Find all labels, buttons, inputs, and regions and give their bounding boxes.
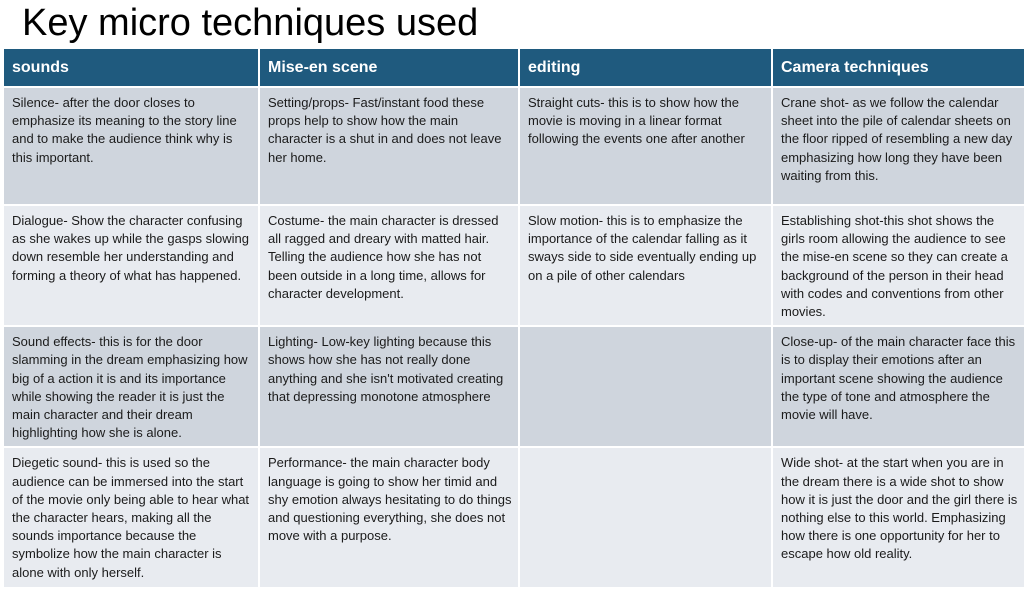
table-row: [3, 447, 1024, 588]
table-cell-camera: Crane shot- as we follow the calendar sheet into the pile of calendar sheets on the floor ripped of resembling a new day emphasizing how long they have been waiting from this.: [772, 87, 1024, 205]
header-editing: editing: [519, 48, 772, 87]
table-cell-camera: Establishing shot-this shot shows the girls room allowing the audience to see the mise-en scene so they can create a background of the person in their head with codes and conventions from other movies.: [772, 205, 1024, 326]
header-mise-en-scene: Mise-en scene: [259, 48, 519, 87]
micro-techniques-table: [2, 47, 1024, 589]
table-cell-sounds: Diegetic sound- this is used so the audience can be immersed into the start of the movie only being able to hear what the character hears, making all the sounds importance because the symbolize how the main character is alone with only herself.: [3, 447, 259, 588]
table-cell-editing: [519, 326, 772, 447]
table-cell-mise-en-scene: Lighting- Low-key lighting because this shows how she has not really done anything and she isn't motivated creating that depressing monotone atmosphere: [259, 326, 519, 447]
table-cell-mise-en-scene: Performance- the main character body language is going to show her timid and shy emotion always hesitating to do things and questioning everything, she does not move with a purpose.: [259, 447, 519, 588]
header-camera-techniques: Camera techniques: [772, 48, 1024, 87]
table-cell-camera: Close-up- of the main character face this is to display their emotions after an important scene showing the audience the type of tone and atmosphere the movie will have.: [772, 326, 1024, 447]
table-cell-sounds: Silence- after the door closes to emphasize its meaning to the story line and to make the audience think why is this important.: [3, 87, 259, 205]
table-cell-sounds: Sound effects- this is for the door slamming in the dream emphasizing how big of a action it is and its importance while showing the reader it is just the main character and their dream highlighting how she is alone.: [3, 326, 259, 447]
table-cell-editing: Straight cuts- this is to show how the movie is moving in a linear format following the events one after another: [519, 87, 772, 205]
table-row: [3, 205, 1024, 326]
table-cell-sounds: Dialogue- Show the character confusing as she wakes up while the gasps slowing down resemble her understanding and forming a theory of what has happened.: [3, 205, 259, 326]
table-row: [3, 87, 1024, 205]
header-sounds: sounds: [3, 48, 259, 87]
table-cell-editing: Slow motion- this is to emphasize the importance of the calendar falling as it sways side to side eventually ending up on a pile of other calendars: [519, 205, 772, 326]
table-cell-mise-en-scene: Costume- the main character is dressed all ragged and dreary with matted hair. Telling the audience how she has not been outside in a long time, allows for character development.: [259, 205, 519, 326]
table-cell-camera: Wide shot- at the start when you are in the dream there is a wide shot to show how it is just the door and the girl there is nothing else to this world. Emphasizing how there is one opportunity for her to escape how old reality.: [772, 447, 1024, 588]
table-cell-mise-en-scene: Setting/props- Fast/instant food these props help to show how the main character is a shut in and does not leave her home.: [259, 87, 519, 205]
table-cell-editing: [519, 447, 772, 588]
header-row: [3, 48, 1024, 87]
table-row: [3, 326, 1024, 447]
slide-title: Key micro techniques used: [22, 2, 479, 44]
